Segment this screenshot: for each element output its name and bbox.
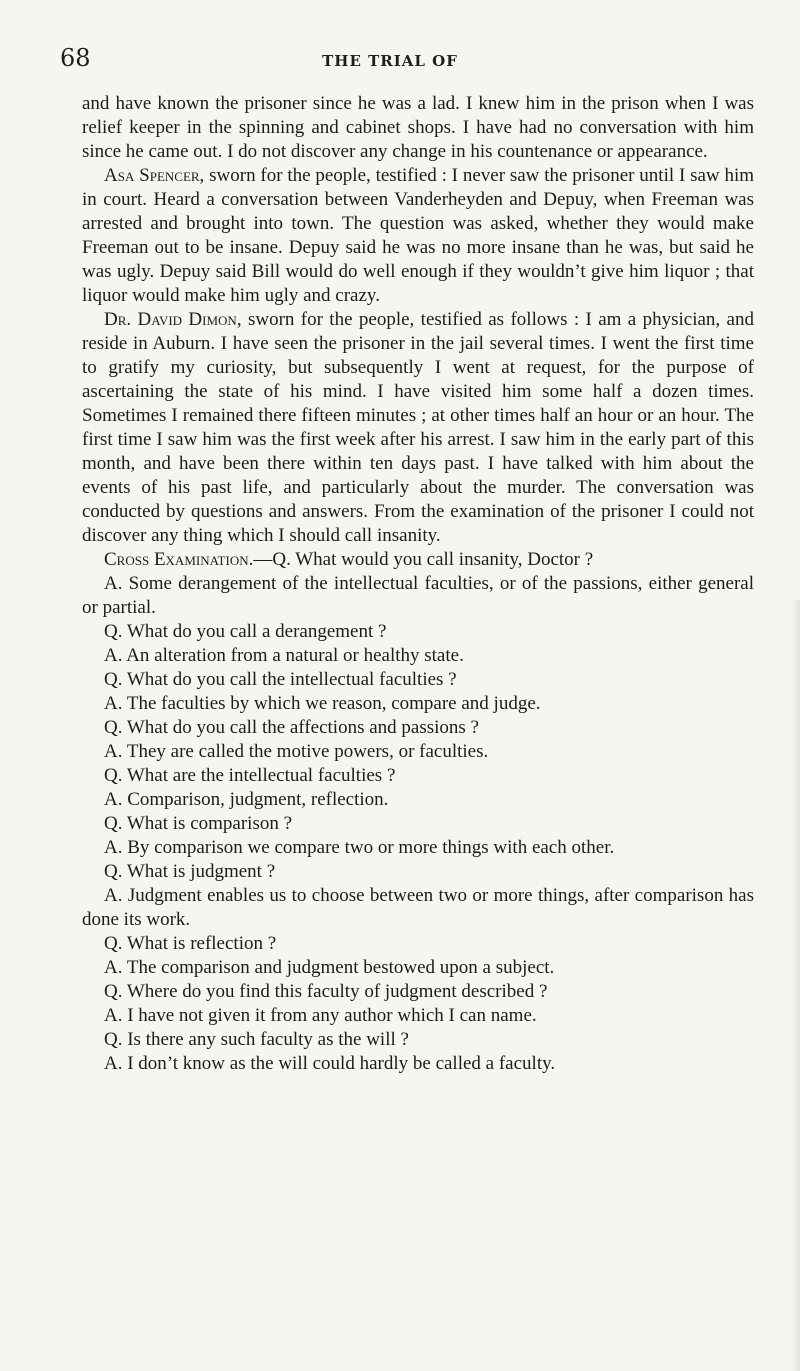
qa-line: Q. Is there any such faculty as the will ? (104, 1029, 409, 1050)
paragraph-continuation: and have known the prisoner since he was a lad. I knew him in the prison when I was relief keeper in the spinning and cabinet shops. I have had no conversation with him since he came out. I do not discover any change in his countenance or appearance. (82, 93, 754, 162)
qa-line: Q. Where do you find this faculty of judgment described ? (104, 981, 548, 1002)
qa-line: Q. What do you call the affections and passions ? (104, 717, 479, 738)
page-body (82, 92, 754, 1076)
question-text: —Q. What would you call insanity, Doctor ? (253, 549, 594, 570)
qa-line: Q. What do you call the intellectual faculties ? (104, 669, 457, 690)
qa-line: A. By comparison we compare two or more things with each other. (104, 837, 615, 858)
page-edge-shadow (792, 600, 800, 1371)
qa-line: Q. What is reflection ? (104, 933, 277, 954)
running-head: THE TRIAL OF (322, 52, 458, 70)
testimony-text: sworn for the people, testified : I never saw the prisoner until I saw him in court. Heard a conversation between Vanderheyden and Depuy, when Freeman was arrested and brought into town. The question was asked, whether they would make Freeman out to be insane. Depuy said he was no more insane than he was, but said he was ugly. Depuy said Bill would do well enough if they wouldn’t give him liquor ; that liquor would make him ugly and crazy. (82, 165, 754, 306)
qa-line: Q. What are the intellectual faculties ? (104, 765, 396, 786)
qa-line: A. I don’t know as the will could hardly be called a faculty. (104, 1053, 556, 1074)
qa-line: A. The faculties by which we reason, compare and judge. (104, 693, 541, 714)
testimony-text: sworn for the people, testified as follows : I am a physician, and reside in Auburn. I have seen the prisoner in the jail several times. I went the first time to gratify my curiosity, but subsequently I went at request, for the purpose of ascertaining the state of his mind. I have visited him some half a dozen times. Sometimes I remained there fifteen minutes ; at other times half an hour or an hour. The first time I saw him was the first week after his arrest. I saw him in the early part of this month, and have been there within ten days past. I have talked with him about the events of his past life, and particularly about the murder. The conversation was conducted by questions and answers. From the examination of the prisoner I could not discover any thing which I should call insanity. (82, 309, 754, 546)
page-number: 68 (60, 44, 91, 72)
paragraph-david-dimon (82, 308, 754, 548)
qa-line: A. The comparison and judgment bestowed upon a subject. (104, 957, 555, 978)
qa-line: A. Some derangement of the intellectual faculties, or of the passions, either general or partial. (82, 573, 754, 618)
qa-line: A. They are called the motive powers, or faculties. (104, 741, 489, 762)
paragraph-asa-spencer (82, 164, 754, 308)
qa-line: Q. What do you call a derangement ? (104, 621, 387, 642)
qa-line: Q. What is judgment ? (104, 861, 276, 882)
witness-name: Dr. David Dimon, (104, 309, 242, 330)
witness-name: Asa Spencer, (104, 165, 205, 186)
qa-line: A. Judgment enables us to choose between two or more things, after comparison has done its work. (82, 885, 754, 930)
qa-line: A. I have not given it from any author which I can name. (104, 1005, 537, 1026)
section-heading: Cross Examination. (104, 549, 254, 570)
page-header (60, 44, 720, 84)
qa-line: Q. What is comparison ? (104, 813, 293, 834)
paragraph-cross-examination (82, 548, 754, 572)
qa-line: A. Comparison, judgment, reflection. (104, 789, 389, 810)
qa-line: A. An alteration from a natural or healthy state. (104, 645, 464, 666)
